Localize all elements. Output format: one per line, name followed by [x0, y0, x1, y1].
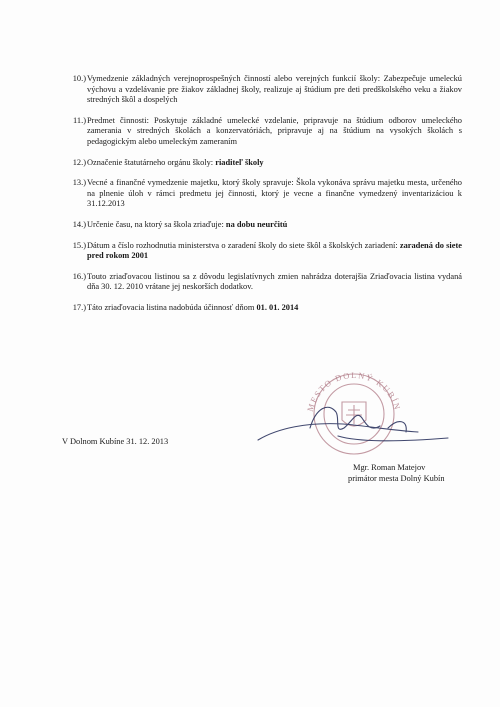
item-text: Predmet činnosti: Poskytuje základné umelecké vzdelanie, pripravuje na štúdium odborov umeleckého zamerania v stredných školách a konzervatóriách, pripravuje aj na štúdium na vysokých školách s pedagogickým alebo umeleckým zameraním — [87, 115, 462, 146]
item-bold-value: zaradená do siete pred rokom 2001 — [87, 240, 462, 261]
item-bold-value: na dobu neurčitú — [225, 219, 288, 229]
item-number: 16.) — [72, 271, 86, 281]
item-bold-value: riaditeľ školy — [215, 157, 264, 167]
handwritten-signature-icon — [248, 388, 468, 458]
list-item — [62, 158, 462, 169]
item-number: 13.) — [72, 178, 86, 188]
item-text: Vecné a finančné vymedzenie majetku, ktorý školy spravuje: Škola vykonáva správu majetku mesta, určeného na plnenie úloh v rámci predmetu jej činnosti, ktorý je vecne a finančne vymedzený inventarizáciou k 31.12.2013 — [87, 178, 462, 209]
item-number: 14.) — [72, 219, 86, 229]
item-number: 15.) — [72, 240, 86, 250]
list-item — [62, 241, 462, 262]
provisions-list — [62, 74, 462, 324]
item-number: 12.) — [72, 157, 86, 167]
item-text: Táto zriaďovacia listina nadobúda účinnosť dňom — [87, 302, 257, 312]
item-number: 11.) — [73, 115, 86, 125]
signature-block — [248, 360, 468, 483]
place-and-date: V Dolnom Kubíne 31. 12. 2013 — [62, 437, 169, 446]
item-text: Vymedzenie základných verejnoprospešných činností alebo verejných funkcií školy: Zabezpečuje umeleckú výchovu a vzdelávanie pre žiakov základnej školy, realizuje aj štúdium pre deti predškolského veku a žiakov stredných škôl a dospelých — [87, 74, 462, 105]
list-item — [62, 116, 462, 148]
item-text: Určenie času, na ktorý sa škola zriaďuje: — [87, 219, 226, 229]
list-item — [62, 220, 462, 231]
signer-name: Mgr. Roman Matejov — [353, 463, 426, 472]
list-item — [62, 178, 462, 210]
item-bold-value: 01. 01. 2014 — [256, 302, 299, 312]
list-item — [62, 303, 462, 314]
item-text: Touto zriaďovacou listinou sa z dôvodu legislatívnych zmien nahrádza doterajšia Zriaďovacia listina vydaná dňa 30. 12. 2010 vrátane jej neskorších dodatkov. — [87, 271, 462, 292]
list-item — [62, 272, 462, 293]
item-text: Dátum a číslo rozhodnutia ministerstva o zaradení školy do siete škôl a školských zariadení: — [87, 240, 400, 250]
item-number: 10.) — [72, 74, 86, 83]
item-text: Označenie štatutárneho orgánu školy: — [87, 157, 216, 167]
svg-text:MESTO DOLNÝ KUBÍN: MESTO DOLNÝ KUBÍN — [304, 369, 403, 413]
item-number: 17.) — [72, 302, 86, 312]
signer-title: primátor mesta Dolný Kubín — [348, 474, 445, 483]
list-item — [62, 74, 462, 106]
